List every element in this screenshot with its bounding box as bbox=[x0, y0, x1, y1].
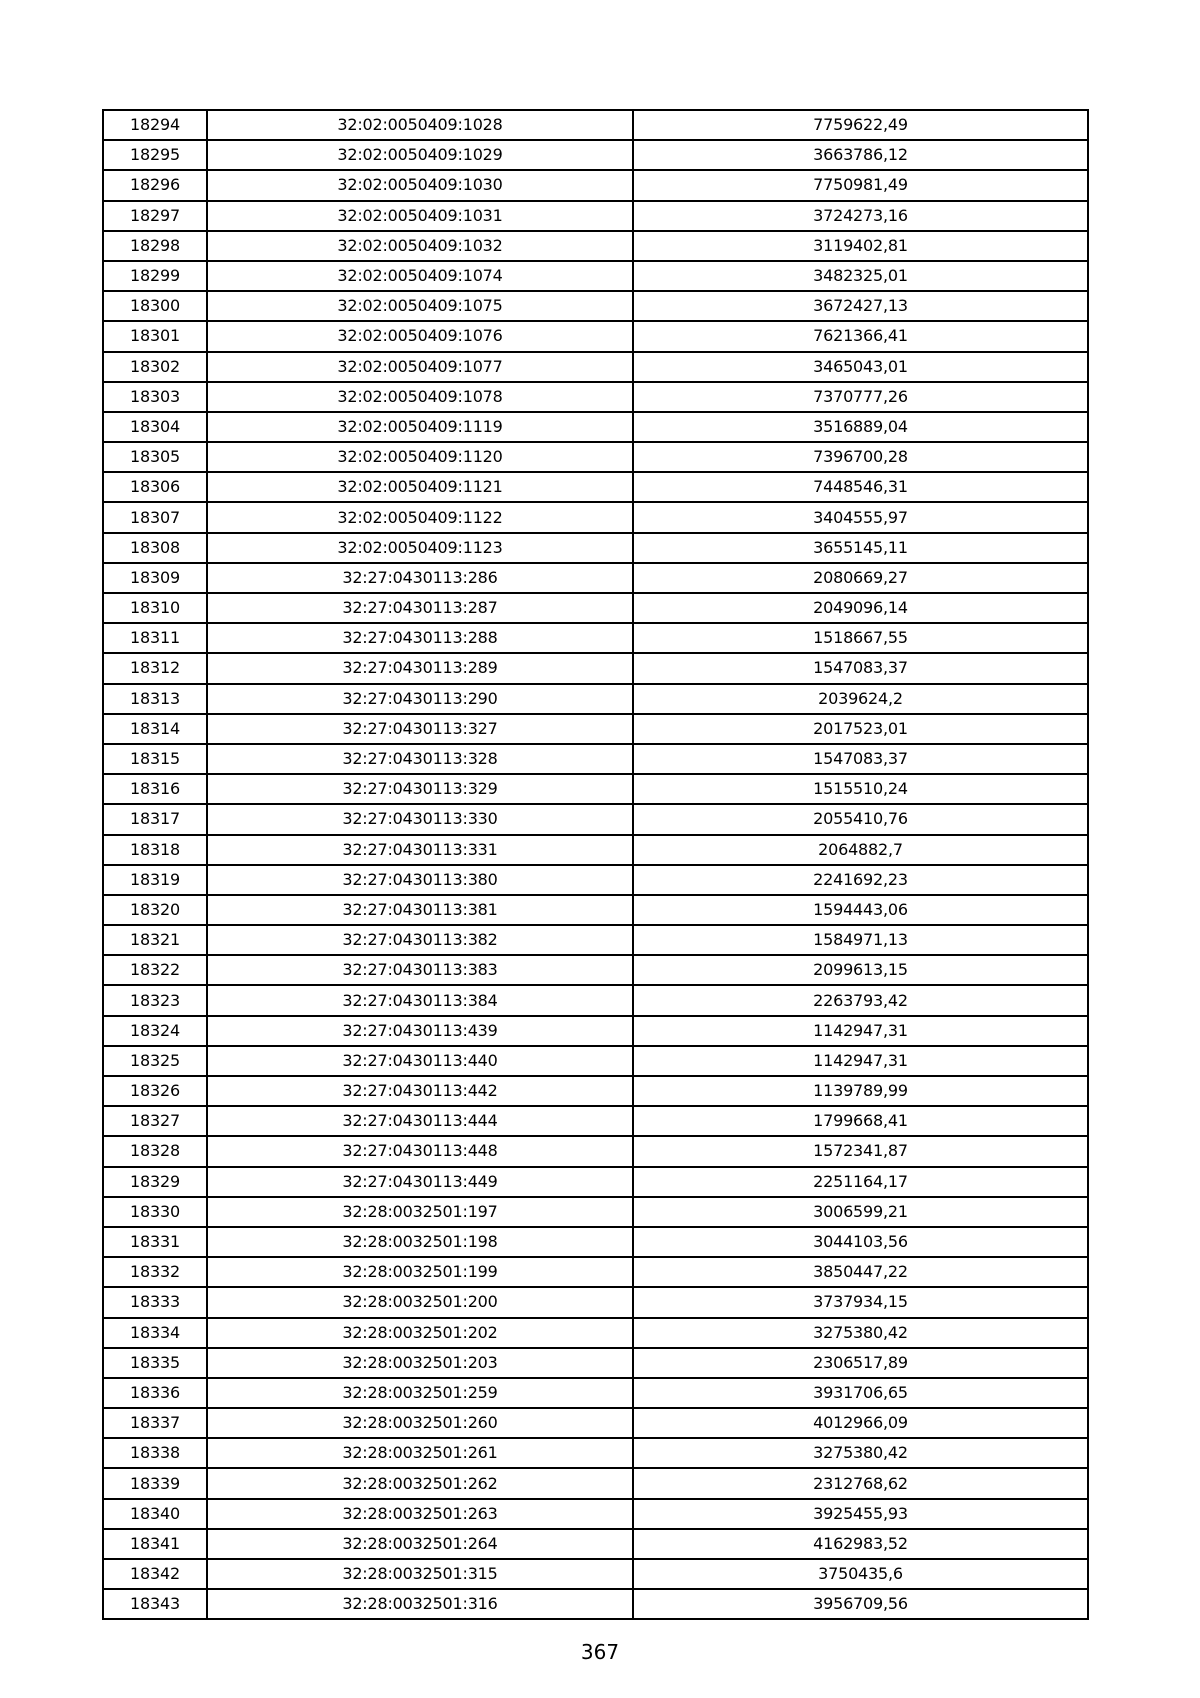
cadastral-number-cell: 32:27:0430113:384 bbox=[207, 985, 633, 1015]
table-row bbox=[103, 1529, 1088, 1559]
cadastral-number-cell: 32:28:0032501:262 bbox=[207, 1468, 633, 1498]
table-row bbox=[103, 412, 1088, 442]
row-number-cell: 18318 bbox=[103, 835, 207, 865]
value-cell: 3663786,12 bbox=[633, 140, 1088, 170]
row-number-cell: 18315 bbox=[103, 744, 207, 774]
cadastral-number-cell: 32:28:0032501:261 bbox=[207, 1438, 633, 1468]
value-cell: 3737934,15 bbox=[633, 1287, 1088, 1317]
row-number-cell: 18343 bbox=[103, 1589, 207, 1619]
value-cell: 3850447,22 bbox=[633, 1257, 1088, 1287]
value-cell: 1515510,24 bbox=[633, 774, 1088, 804]
value-cell: 1547083,37 bbox=[633, 653, 1088, 683]
value-cell: 3275380,42 bbox=[633, 1438, 1088, 1468]
cadastral-number-cell: 32:27:0430113:286 bbox=[207, 563, 633, 593]
table-row bbox=[103, 835, 1088, 865]
table-row bbox=[103, 261, 1088, 291]
cadastral-number-cell: 32:28:0032501:199 bbox=[207, 1257, 633, 1287]
row-number-cell: 18333 bbox=[103, 1287, 207, 1317]
cadastral-number-cell: 32:02:0050409:1030 bbox=[207, 170, 633, 200]
cadastral-number-cell: 32:02:0050409:1121 bbox=[207, 472, 633, 502]
cadastral-number-cell: 32:28:0032501:200 bbox=[207, 1287, 633, 1317]
row-number-cell: 18308 bbox=[103, 533, 207, 563]
table-row bbox=[103, 1559, 1088, 1589]
cadastral-number-cell: 32:02:0050409:1122 bbox=[207, 502, 633, 532]
table-row bbox=[103, 1499, 1088, 1529]
row-number-cell: 18307 bbox=[103, 502, 207, 532]
row-number-cell: 18316 bbox=[103, 774, 207, 804]
table-row bbox=[103, 140, 1088, 170]
table-row bbox=[103, 985, 1088, 1015]
row-number-cell: 18337 bbox=[103, 1408, 207, 1438]
value-cell: 1799668,41 bbox=[633, 1106, 1088, 1136]
cadastral-number-cell: 32:02:0050409:1077 bbox=[207, 352, 633, 382]
value-cell: 3465043,01 bbox=[633, 352, 1088, 382]
value-cell: 3655145,11 bbox=[633, 533, 1088, 563]
value-cell: 2055410,76 bbox=[633, 804, 1088, 834]
row-number-cell: 18324 bbox=[103, 1016, 207, 1046]
value-cell: 4012966,09 bbox=[633, 1408, 1088, 1438]
cadastral-number-cell: 32:28:0032501:260 bbox=[207, 1408, 633, 1438]
table-row bbox=[103, 684, 1088, 714]
row-number-cell: 18325 bbox=[103, 1046, 207, 1076]
cadastral-number-cell: 32:27:0430113:382 bbox=[207, 925, 633, 955]
value-cell: 3750435,6 bbox=[633, 1559, 1088, 1589]
value-cell: 7621366,41 bbox=[633, 321, 1088, 351]
value-cell: 2017523,01 bbox=[633, 714, 1088, 744]
table-row bbox=[103, 170, 1088, 200]
table-row bbox=[103, 1589, 1088, 1619]
table-row bbox=[103, 895, 1088, 925]
cadastral-number-cell: 32:27:0430113:327 bbox=[207, 714, 633, 744]
cadastral-number-cell: 32:28:0032501:315 bbox=[207, 1559, 633, 1589]
row-number-cell: 18306 bbox=[103, 472, 207, 502]
cadastral-number-cell: 32:02:0050409:1123 bbox=[207, 533, 633, 563]
row-number-cell: 18303 bbox=[103, 382, 207, 412]
value-cell: 3044103,56 bbox=[633, 1227, 1088, 1257]
table-row bbox=[103, 1378, 1088, 1408]
value-cell: 7448546,31 bbox=[633, 472, 1088, 502]
value-cell: 1518667,55 bbox=[633, 623, 1088, 653]
row-number-cell: 18340 bbox=[103, 1499, 207, 1529]
registry-table-container bbox=[102, 109, 1087, 1620]
table-row bbox=[103, 623, 1088, 653]
cadastral-number-cell: 32:27:0430113:328 bbox=[207, 744, 633, 774]
value-cell: 2241692,23 bbox=[633, 865, 1088, 895]
cadastral-number-cell: 32:27:0430113:448 bbox=[207, 1136, 633, 1166]
cadastral-number-cell: 32:28:0032501:263 bbox=[207, 1499, 633, 1529]
value-cell: 3119402,81 bbox=[633, 231, 1088, 261]
row-number-cell: 18309 bbox=[103, 563, 207, 593]
cadastral-number-cell: 32:28:0032501:259 bbox=[207, 1378, 633, 1408]
table-row bbox=[103, 1076, 1088, 1106]
value-cell: 2080669,27 bbox=[633, 563, 1088, 593]
row-number-cell: 18297 bbox=[103, 201, 207, 231]
row-number-cell: 18328 bbox=[103, 1136, 207, 1166]
table-row bbox=[103, 291, 1088, 321]
value-cell: 3672427,13 bbox=[633, 291, 1088, 321]
row-number-cell: 18327 bbox=[103, 1106, 207, 1136]
table-row bbox=[103, 593, 1088, 623]
row-number-cell: 18320 bbox=[103, 895, 207, 925]
table-row bbox=[103, 1016, 1088, 1046]
table-row bbox=[103, 201, 1088, 231]
value-cell: 7396700,28 bbox=[633, 442, 1088, 472]
value-cell: 2049096,14 bbox=[633, 593, 1088, 623]
value-cell: 2312768,62 bbox=[633, 1468, 1088, 1498]
value-cell: 3482325,01 bbox=[633, 261, 1088, 291]
cadastral-number-cell: 32:27:0430113:381 bbox=[207, 895, 633, 925]
table-row bbox=[103, 1257, 1088, 1287]
cadastral-number-cell: 32:02:0050409:1078 bbox=[207, 382, 633, 412]
cadastral-number-cell: 32:27:0430113:289 bbox=[207, 653, 633, 683]
cadastral-number-cell: 32:02:0050409:1076 bbox=[207, 321, 633, 351]
cadastral-number-cell: 32:28:0032501:264 bbox=[207, 1529, 633, 1559]
row-number-cell: 18326 bbox=[103, 1076, 207, 1106]
value-cell: 2263793,42 bbox=[633, 985, 1088, 1015]
table-row bbox=[103, 352, 1088, 382]
row-number-cell: 18295 bbox=[103, 140, 207, 170]
row-number-cell: 18322 bbox=[103, 955, 207, 985]
table-row bbox=[103, 1136, 1088, 1166]
table-row bbox=[103, 442, 1088, 472]
row-number-cell: 18329 bbox=[103, 1167, 207, 1197]
value-cell: 2039624,2 bbox=[633, 684, 1088, 714]
value-cell: 3925455,93 bbox=[633, 1499, 1088, 1529]
row-number-cell: 18332 bbox=[103, 1257, 207, 1287]
value-cell: 1572341,87 bbox=[633, 1136, 1088, 1166]
registry-table-body bbox=[103, 110, 1088, 1619]
page-number: 367 bbox=[580, 1640, 620, 1664]
table-row bbox=[103, 1348, 1088, 1378]
value-cell: 1142947,31 bbox=[633, 1016, 1088, 1046]
row-number-cell: 18330 bbox=[103, 1197, 207, 1227]
cadastral-number-cell: 32:02:0050409:1032 bbox=[207, 231, 633, 261]
table-row bbox=[103, 744, 1088, 774]
row-number-cell: 18317 bbox=[103, 804, 207, 834]
registry-table bbox=[102, 109, 1089, 1620]
table-row bbox=[103, 1167, 1088, 1197]
value-cell: 3956709,56 bbox=[633, 1589, 1088, 1619]
cadastral-number-cell: 32:27:0430113:287 bbox=[207, 593, 633, 623]
value-cell: 1547083,37 bbox=[633, 744, 1088, 774]
table-row bbox=[103, 110, 1088, 140]
cadastral-number-cell: 32:28:0032501:197 bbox=[207, 1197, 633, 1227]
value-cell: 3931706,65 bbox=[633, 1378, 1088, 1408]
table-row bbox=[103, 1468, 1088, 1498]
value-cell: 2099613,15 bbox=[633, 955, 1088, 985]
row-number-cell: 18300 bbox=[103, 291, 207, 321]
cadastral-number-cell: 32:27:0430113:329 bbox=[207, 774, 633, 804]
cadastral-number-cell: 32:02:0050409:1120 bbox=[207, 442, 633, 472]
cadastral-number-cell: 32:27:0430113:331 bbox=[207, 835, 633, 865]
row-number-cell: 18296 bbox=[103, 170, 207, 200]
value-cell: 2306517,89 bbox=[633, 1348, 1088, 1378]
table-row bbox=[103, 1106, 1088, 1136]
row-number-cell: 18339 bbox=[103, 1468, 207, 1498]
row-number-cell: 18336 bbox=[103, 1378, 207, 1408]
cadastral-number-cell: 32:27:0430113:444 bbox=[207, 1106, 633, 1136]
row-number-cell: 18342 bbox=[103, 1559, 207, 1589]
table-row bbox=[103, 563, 1088, 593]
table-row bbox=[103, 533, 1088, 563]
value-cell: 7759622,49 bbox=[633, 110, 1088, 140]
cadastral-number-cell: 32:27:0430113:288 bbox=[207, 623, 633, 653]
cadastral-number-cell: 32:28:0032501:198 bbox=[207, 1227, 633, 1257]
cadastral-number-cell: 32:02:0050409:1075 bbox=[207, 291, 633, 321]
row-number-cell: 18335 bbox=[103, 1348, 207, 1378]
cadastral-number-cell: 32:02:0050409:1119 bbox=[207, 412, 633, 442]
value-cell: 3404555,97 bbox=[633, 502, 1088, 532]
row-number-cell: 18304 bbox=[103, 412, 207, 442]
cadastral-number-cell: 32:02:0050409:1029 bbox=[207, 140, 633, 170]
value-cell: 3724273,16 bbox=[633, 201, 1088, 231]
row-number-cell: 18294 bbox=[103, 110, 207, 140]
cadastral-number-cell: 32:27:0430113:439 bbox=[207, 1016, 633, 1046]
cadastral-number-cell: 32:27:0430113:383 bbox=[207, 955, 633, 985]
cadastral-number-cell: 32:27:0430113:290 bbox=[207, 684, 633, 714]
table-row bbox=[103, 1287, 1088, 1317]
table-row bbox=[103, 653, 1088, 683]
table-row bbox=[103, 1046, 1088, 1076]
row-number-cell: 18305 bbox=[103, 442, 207, 472]
table-row bbox=[103, 382, 1088, 412]
row-number-cell: 18298 bbox=[103, 231, 207, 261]
row-number-cell: 18313 bbox=[103, 684, 207, 714]
row-number-cell: 18312 bbox=[103, 653, 207, 683]
table-row bbox=[103, 1318, 1088, 1348]
cadastral-number-cell: 32:27:0430113:442 bbox=[207, 1076, 633, 1106]
row-number-cell: 18319 bbox=[103, 865, 207, 895]
cadastral-number-cell: 32:28:0032501:316 bbox=[207, 1589, 633, 1619]
value-cell: 3006599,21 bbox=[633, 1197, 1088, 1227]
value-cell: 1594443,06 bbox=[633, 895, 1088, 925]
cadastral-number-cell: 32:27:0430113:330 bbox=[207, 804, 633, 834]
table-row bbox=[103, 804, 1088, 834]
table-row bbox=[103, 472, 1088, 502]
table-row bbox=[103, 502, 1088, 532]
value-cell: 7370777,26 bbox=[633, 382, 1088, 412]
cadastral-number-cell: 32:02:0050409:1028 bbox=[207, 110, 633, 140]
value-cell: 4162983,52 bbox=[633, 1529, 1088, 1559]
table-row bbox=[103, 321, 1088, 351]
table-row bbox=[103, 955, 1088, 985]
value-cell: 2064882,7 bbox=[633, 835, 1088, 865]
row-number-cell: 18302 bbox=[103, 352, 207, 382]
cadastral-number-cell: 32:27:0430113:380 bbox=[207, 865, 633, 895]
row-number-cell: 18334 bbox=[103, 1318, 207, 1348]
cadastral-number-cell: 32:02:0050409:1074 bbox=[207, 261, 633, 291]
row-number-cell: 18314 bbox=[103, 714, 207, 744]
table-row bbox=[103, 714, 1088, 744]
cadastral-number-cell: 32:27:0430113:440 bbox=[207, 1046, 633, 1076]
row-number-cell: 18341 bbox=[103, 1529, 207, 1559]
value-cell: 1584971,13 bbox=[633, 925, 1088, 955]
value-cell: 3275380,42 bbox=[633, 1318, 1088, 1348]
table-row bbox=[103, 774, 1088, 804]
cadastral-number-cell: 32:27:0430113:449 bbox=[207, 1167, 633, 1197]
table-row bbox=[103, 231, 1088, 261]
table-row bbox=[103, 925, 1088, 955]
value-cell: 7750981,49 bbox=[633, 170, 1088, 200]
table-row bbox=[103, 1197, 1088, 1227]
row-number-cell: 18299 bbox=[103, 261, 207, 291]
table-row bbox=[103, 1408, 1088, 1438]
value-cell: 1139789,99 bbox=[633, 1076, 1088, 1106]
value-cell: 2251164,17 bbox=[633, 1167, 1088, 1197]
row-number-cell: 18323 bbox=[103, 985, 207, 1015]
cadastral-number-cell: 32:28:0032501:203 bbox=[207, 1348, 633, 1378]
row-number-cell: 18331 bbox=[103, 1227, 207, 1257]
row-number-cell: 18311 bbox=[103, 623, 207, 653]
row-number-cell: 18301 bbox=[103, 321, 207, 351]
table-row bbox=[103, 1438, 1088, 1468]
table-row bbox=[103, 1227, 1088, 1257]
value-cell: 3516889,04 bbox=[633, 412, 1088, 442]
cadastral-number-cell: 32:28:0032501:202 bbox=[207, 1318, 633, 1348]
row-number-cell: 18310 bbox=[103, 593, 207, 623]
table-row bbox=[103, 865, 1088, 895]
row-number-cell: 18338 bbox=[103, 1438, 207, 1468]
row-number-cell: 18321 bbox=[103, 925, 207, 955]
value-cell: 1142947,31 bbox=[633, 1046, 1088, 1076]
cadastral-number-cell: 32:02:0050409:1031 bbox=[207, 201, 633, 231]
